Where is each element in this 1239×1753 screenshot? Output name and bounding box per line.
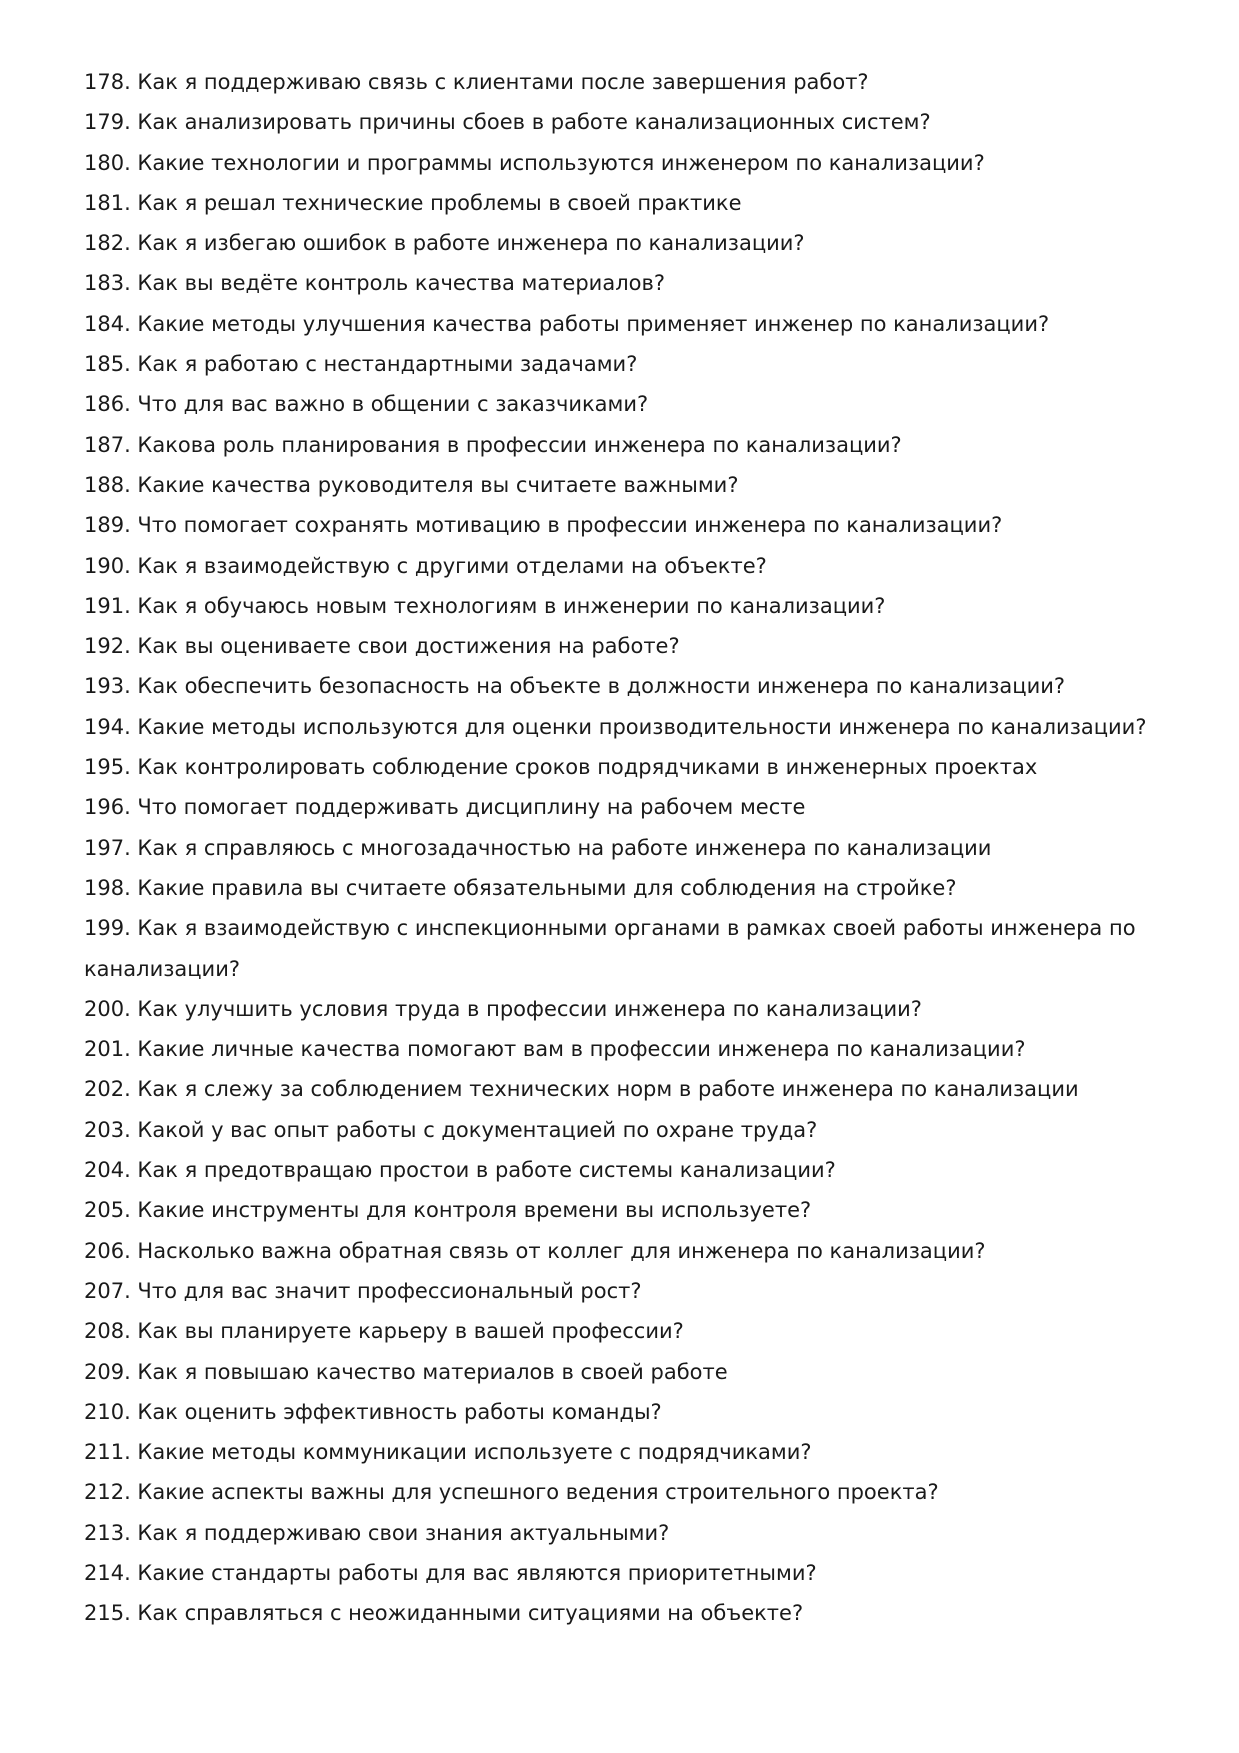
list-item: 189. Что помогает сохранять мотивацию в профессии инженера по канализации? <box>84 513 1003 538</box>
list-item: 209. Как я повышаю качество материалов в своей работе <box>84 1359 728 1384</box>
list-item: 205. Какие инструменты для контроля времени вы используете? <box>84 1198 812 1223</box>
list-item: 178. Как я поддерживаю связь с клиентами после завершения работ? <box>84 70 869 94</box>
list-item: 206. Насколько важна обратная связь от коллег для инженера по канализации? <box>84 1238 986 1263</box>
list-item: 186. Что для вас важно в общении с заказчиками? <box>84 392 649 417</box>
list-item: 207. Что для вас значит профессиональный рост? <box>84 1278 642 1303</box>
list-item: 182. Как я избегаю ошибок в работе инженера по канализации? <box>84 231 805 256</box>
list-item: 196. Что помогает поддерживать дисциплину на рабочем месте <box>84 795 806 820</box>
list-item: 187. Какова роль планирования в профессии инженера по канализации? <box>84 432 902 457</box>
list-item: 185. Как я работаю с нестандартными задачами? <box>84 352 638 377</box>
list-item: 181. Как я решал технические проблемы в своей практике <box>84 190 742 215</box>
list-item: 197. Как я справляюсь с многозадачностью на работе инженера по канализации <box>84 835 992 860</box>
list-item: 215. Как справляться с неожиданными ситуациями на объекте? <box>84 1601 804 1626</box>
list-item: 210. Как оценить эффективность работы команды? <box>84 1399 662 1424</box>
list-item: 193. Как обеспечить безопасность на объекте в должности инженера по канализации? <box>84 674 1066 699</box>
list-item: 214. Какие стандарты работы для вас являются приоритетными? <box>84 1560 817 1585</box>
list-item: 179. Как анализировать причины сбоев в работе канализационных систем? <box>84 110 931 135</box>
list-item: 213. Как я поддерживаю свои знания актуальными? <box>84 1520 670 1545</box>
list-item: 212. Какие аспекты важны для успешного ведения строительного проекта? <box>84 1480 939 1505</box>
list-item: 198. Какие правила вы считаете обязательными для соблюдения на стройке? <box>84 875 957 900</box>
list-item: 188. Какие качества руководителя вы считаете важными? <box>84 472 739 497</box>
list-item: 195. Как контролировать соблюдение сроков подрядчиками в инженерных проектах <box>84 755 1038 780</box>
list-item: 203. Какой у вас опыт работы с документацией по охране труда? <box>84 1117 818 1142</box>
list-item: 192. Как вы оцениваете свои достижения на работе? <box>84 634 680 659</box>
list-item: 183. Как вы ведёте контроль качества материалов? <box>84 271 665 296</box>
list-item: 190. Как я взаимодействую с другими отделами на объекте? <box>84 553 767 578</box>
list-item: 199. Как я взаимодействую с инспекционными органами в рамках своей работы инженера по канализации? <box>84 916 1136 981</box>
list-item: 211. Какие методы коммуникации используете с подрядчиками? <box>84 1440 812 1465</box>
list-item: 201. Какие личные качества помогают вам в профессии инженера по канализации? <box>84 1037 1026 1062</box>
list-item: 184. Какие методы улучшения качества работы применяет инженер по канализации? <box>84 311 1050 336</box>
list-item: 191. Как я обучаюсь новым технологиям в инженерии по канализации? <box>84 593 886 618</box>
list-item: 202. Как я слежу за соблюдением технических норм в работе инженера по канализации <box>84 1077 1079 1102</box>
list-item: 180. Какие технологии и программы используются инженером по канализации? <box>84 150 985 175</box>
list-item: 194. Какие методы используются для оценки производительности инженера по канализации? <box>84 714 1147 739</box>
list-item: 208. Как вы планируете карьеру в вашей профессии? <box>84 1319 684 1344</box>
list-item: 204. Как я предотвращаю простои в работе системы канализации? <box>84 1158 836 1183</box>
question-list <box>84 62 1164 1634</box>
list-item: 200. Как улучшить условия труда в профессии инженера по канализации? <box>84 996 922 1021</box>
